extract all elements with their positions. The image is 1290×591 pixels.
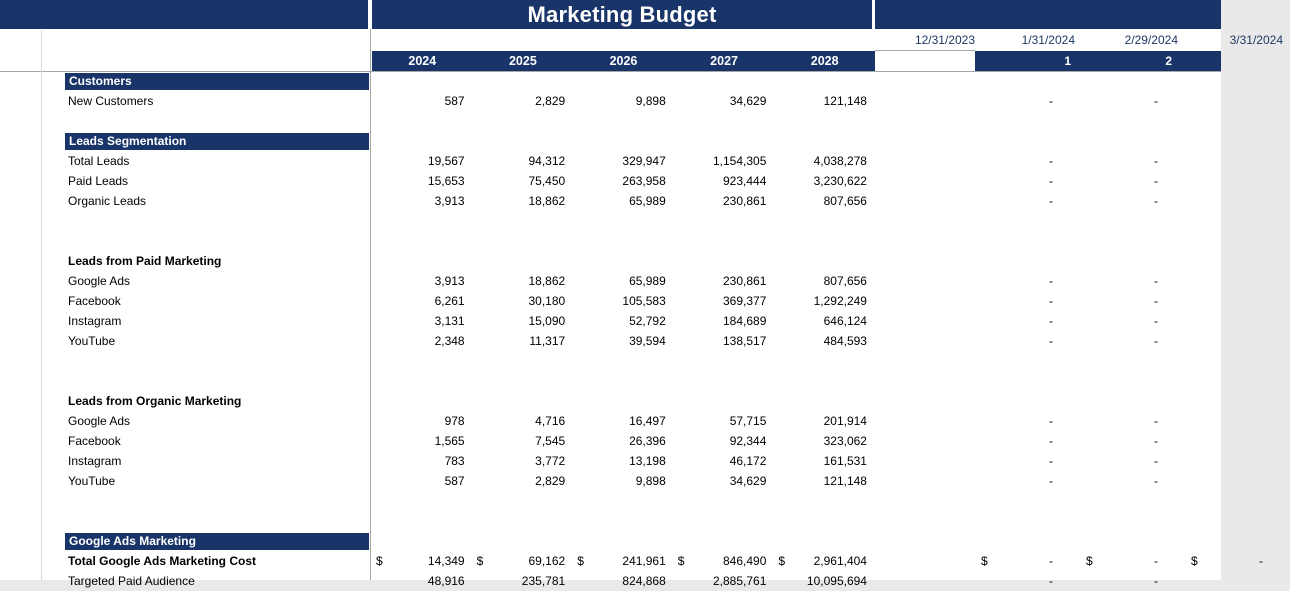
value-cell[interactable]: 52,792 — [629, 314, 666, 328]
value-cell[interactable]: 19,567 — [427, 154, 465, 168]
month-value-cell[interactable]: - — [1049, 434, 1053, 448]
dollar-sign: $ — [981, 554, 988, 568]
value-text: 846,490 — [723, 554, 767, 568]
value-cell[interactable]: 201,914 — [823, 414, 867, 428]
row-label[interactable]: Google Ads — [68, 274, 131, 288]
table-row-blank — [0, 211, 1221, 231]
value-cell[interactable]: 329,947 — [622, 154, 666, 168]
value-cell[interactable]: 121,148 — [823, 474, 867, 488]
month-value-cell[interactable]: - — [1154, 94, 1158, 108]
month-value-cell[interactable]: - — [1154, 294, 1158, 308]
value-cell[interactable]: 34,629 — [729, 474, 767, 488]
title-bar-left-segment — [0, 0, 368, 29]
month-value-cell[interactable]: - — [1154, 274, 1158, 288]
dash-value: - — [1049, 554, 1053, 568]
year-header-2027[interactable]: 2027 — [710, 54, 738, 68]
value-cell[interactable]: 2,348 — [434, 334, 465, 348]
month-value-cell[interactable]: - — [1049, 414, 1053, 428]
month-value-cell[interactable]: - — [1154, 154, 1158, 168]
table-row — [0, 91, 1221, 111]
table-row — [0, 311, 1221, 331]
month-number-1[interactable]: 1 — [1064, 54, 1071, 68]
title-bar-right-segment — [875, 0, 1221, 29]
section-header-cell[interactable]: Leads Segmentation — [65, 133, 369, 150]
value-cell[interactable]: 92,344 — [729, 434, 767, 448]
value-cell[interactable]: 824,868 — [622, 574, 666, 588]
value-cell[interactable]: 2,829 — [535, 474, 566, 488]
month-value-cell[interactable]: - — [1154, 314, 1158, 328]
month-value-cell[interactable]: - — [1154, 194, 1158, 208]
value-cell[interactable]: 57,715 — [729, 414, 767, 428]
value-cell[interactable]: 18,862 — [528, 194, 566, 208]
value-cell[interactable]: 105,583 — [622, 294, 666, 308]
dollar-sign: $ — [1191, 554, 1198, 568]
dollar-sign: $ — [1086, 554, 1093, 568]
value-cell[interactable]: 7,545 — [535, 434, 566, 448]
table-row-blank — [0, 371, 1221, 391]
value-cell[interactable] — [372, 551, 473, 571]
title-bar[interactable] — [372, 0, 872, 29]
value-cell[interactable]: 646,124 — [823, 314, 867, 328]
value-cell[interactable]: 13,198 — [629, 454, 666, 468]
row-label[interactable]: YouTube — [68, 334, 116, 348]
value-cell[interactable]: 230,861 — [723, 274, 767, 288]
table-row-blank — [0, 111, 1221, 131]
row-label[interactable]: Organic Leads — [68, 194, 147, 208]
table-row — [0, 451, 1221, 471]
month-value-cell[interactable]: - — [1154, 414, 1158, 428]
table-row — [0, 151, 1221, 171]
value-cell[interactable]: 4,038,278 — [813, 154, 867, 168]
value-cell[interactable]: 230,861 — [723, 194, 767, 208]
row-label[interactable]: Facebook — [68, 294, 121, 308]
value-cell[interactable]: 3,772 — [535, 454, 566, 468]
value-cell[interactable]: 6,261 — [434, 294, 465, 308]
value-cell[interactable]: 3,230,622 — [813, 174, 867, 188]
month-value-cell[interactable]: - — [1049, 314, 1053, 328]
table-row — [0, 251, 1221, 271]
row-label[interactable]: New Customers — [68, 94, 154, 108]
page-title: Marketing Budget — [527, 1, 717, 27]
value-cell[interactable] — [774, 551, 875, 571]
month-value-cell[interactable]: - — [1154, 434, 1158, 448]
table-row — [0, 571, 1221, 591]
value-cell[interactable]: 16,497 — [629, 414, 666, 428]
month-value-cell[interactable] — [1185, 551, 1290, 571]
value-cell[interactable]: 94,312 — [528, 154, 566, 168]
dollar-sign: $ — [778, 554, 786, 568]
value-cell[interactable]: 807,656 — [823, 274, 867, 288]
row-label[interactable]: Total Google Ads Marketing Cost — [68, 554, 257, 568]
value-cell[interactable] — [473, 551, 574, 571]
month-value-cell[interactable]: - — [1049, 94, 1053, 108]
value-cell[interactable]: 587 — [444, 474, 465, 488]
table-row — [0, 271, 1221, 291]
value-cell[interactable]: 65,989 — [629, 194, 666, 208]
subsection-label[interactable]: Leads from Organic Marketing — [68, 394, 242, 408]
table-row — [0, 131, 1221, 151]
value-text: 14,349 — [427, 554, 465, 568]
dollar-sign: $ — [476, 554, 484, 568]
month-value-cell[interactable] — [1080, 551, 1185, 571]
month-value-cell[interactable]: - — [1049, 274, 1053, 288]
value-text: 241,961 — [622, 554, 666, 568]
month-value-cell[interactable]: - — [1049, 194, 1053, 208]
row-label[interactable]: YouTube — [68, 474, 116, 488]
month-value-cell[interactable]: - — [1049, 154, 1053, 168]
value-cell[interactable]: 15,653 — [427, 174, 465, 188]
value-cell[interactable]: 3,913 — [434, 194, 465, 208]
table-row — [0, 431, 1221, 451]
table-row-blank — [0, 351, 1221, 371]
value-cell[interactable]: 9,898 — [635, 94, 666, 108]
date-header-feb-2024[interactable]: 2/29/2024 — [1124, 33, 1178, 47]
value-cell[interactable]: 11,317 — [529, 334, 566, 348]
value-cell[interactable]: 235,781 — [521, 574, 566, 588]
value-cell[interactable]: 18,862 — [528, 274, 566, 288]
value-cell[interactable]: 587 — [444, 94, 465, 108]
value-cell[interactable]: 807,656 — [823, 194, 867, 208]
month-value-cell[interactable]: - — [1154, 334, 1158, 348]
table-row-blank — [0, 511, 1221, 531]
section-header-cell[interactable]: Google Ads Marketing — [65, 533, 369, 550]
year-header-2025[interactable]: 2025 — [508, 54, 537, 68]
value-cell[interactable]: 1,154,305 — [713, 154, 767, 168]
table-row — [0, 471, 1221, 491]
value-cell[interactable]: 2,885,761 — [713, 574, 767, 588]
date-header-jan-2024[interactable]: 1/31/2024 — [1021, 33, 1075, 47]
row-label[interactable]: Facebook — [68, 434, 121, 448]
value-cell[interactable]: 2,829 — [535, 94, 566, 108]
section-header-cell[interactable]: Customers — [65, 73, 369, 90]
month-value-cell[interactable]: - — [1154, 574, 1158, 588]
dollar-sign: $ — [677, 554, 685, 568]
value-cell[interactable]: 15,090 — [528, 314, 566, 328]
table-row — [0, 71, 1221, 91]
table-row — [0, 331, 1221, 351]
value-cell[interactable]: 121,148 — [823, 94, 867, 108]
value-cell[interactable]: 323,062 — [823, 434, 867, 448]
month-number-2[interactable]: 2 — [1165, 54, 1172, 68]
value-cell[interactable]: 263,958 — [622, 174, 666, 188]
value-text: 2,961,404 — [813, 554, 867, 568]
value-cell[interactable]: 39,594 — [629, 334, 666, 348]
table-row-blank — [0, 491, 1221, 511]
value-cell[interactable]: 978 — [444, 414, 465, 428]
value-cell[interactable]: 138,517 — [723, 334, 767, 348]
date-column-gridline — [875, 50, 975, 51]
year-header-2024[interactable]: 2024 — [408, 54, 437, 68]
value-cell[interactable]: 1,292,249 — [813, 294, 867, 308]
value-cell[interactable]: 46,172 — [729, 454, 767, 468]
month-value-cell[interactable]: - — [1049, 454, 1053, 468]
table-row — [0, 391, 1221, 411]
value-cell[interactable]: 161,531 — [823, 454, 867, 468]
year-header-band — [372, 51, 875, 71]
month-value-cell[interactable]: - — [1049, 574, 1053, 588]
row-label[interactable]: Targeted Paid Audience — [68, 574, 195, 588]
table-row — [0, 291, 1221, 311]
month-value-cell[interactable]: - — [1154, 454, 1158, 468]
row-label[interactable]: Paid Leads — [68, 174, 129, 188]
value-cell[interactable] — [674, 551, 775, 571]
month-value-cell[interactable]: - — [1049, 334, 1053, 348]
dash-value: - — [1154, 554, 1158, 568]
value-cell[interactable]: 923,444 — [723, 174, 767, 188]
year-header-2026[interactable]: 2026 — [609, 54, 638, 68]
row-label[interactable]: Instagram — [68, 454, 122, 468]
value-cell[interactable]: 484,593 — [823, 334, 867, 348]
value-cell[interactable]: 9,898 — [635, 474, 666, 488]
value-cell[interactable]: 10,095,694 — [806, 574, 867, 588]
table-row — [0, 171, 1221, 191]
row-label[interactable]: Total Leads — [68, 154, 130, 168]
row-label[interactable]: Google Ads — [68, 414, 131, 428]
table-row — [0, 411, 1221, 431]
value-text: 69,162 — [528, 554, 566, 568]
value-cell[interactable]: 184,689 — [723, 314, 767, 328]
date-header-dec-2023[interactable]: 12/31/2023 — [914, 33, 975, 47]
value-cell[interactable]: 34,629 — [729, 94, 767, 108]
value-cell[interactable]: 26,396 — [629, 434, 666, 448]
date-header-mar-2024[interactable]: 3/31/2024 — [1229, 33, 1283, 47]
value-cell[interactable]: 48,916 — [427, 574, 465, 588]
month-value-cell[interactable] — [975, 551, 1080, 571]
table-row — [0, 551, 1263, 571]
table-row-blank — [0, 231, 1221, 251]
value-cell[interactable]: 3,913 — [434, 274, 465, 288]
table-row — [0, 191, 1221, 211]
value-cell[interactable]: 369,377 — [723, 294, 767, 308]
month-value-cell[interactable]: - — [1154, 174, 1158, 188]
dollar-sign: $ — [376, 554, 383, 568]
value-cell[interactable]: 75,450 — [528, 174, 566, 188]
dash-value: - — [1259, 554, 1263, 568]
value-cell[interactable]: 1,565 — [434, 434, 465, 448]
month-value-cell[interactable]: - — [1049, 294, 1053, 308]
value-cell[interactable]: 4,716 — [535, 414, 566, 428]
month-value-cell[interactable]: - — [1154, 474, 1158, 488]
value-cell[interactable] — [573, 551, 674, 571]
value-cell[interactable]: 3,131 — [434, 314, 465, 328]
month-value-cell[interactable]: - — [1049, 474, 1053, 488]
value-cell[interactable]: 783 — [444, 454, 465, 468]
year-header-2028[interactable]: 2028 — [810, 54, 839, 68]
table-row — [0, 531, 1221, 551]
value-cell[interactable]: 30,180 — [528, 294, 566, 308]
subsection-label[interactable]: Leads from Paid Marketing — [68, 254, 222, 268]
value-cell[interactable]: 65,989 — [629, 274, 666, 288]
dollar-sign: $ — [577, 554, 584, 568]
month-value-cell[interactable]: - — [1049, 174, 1053, 188]
row-label[interactable]: Instagram — [68, 314, 122, 328]
